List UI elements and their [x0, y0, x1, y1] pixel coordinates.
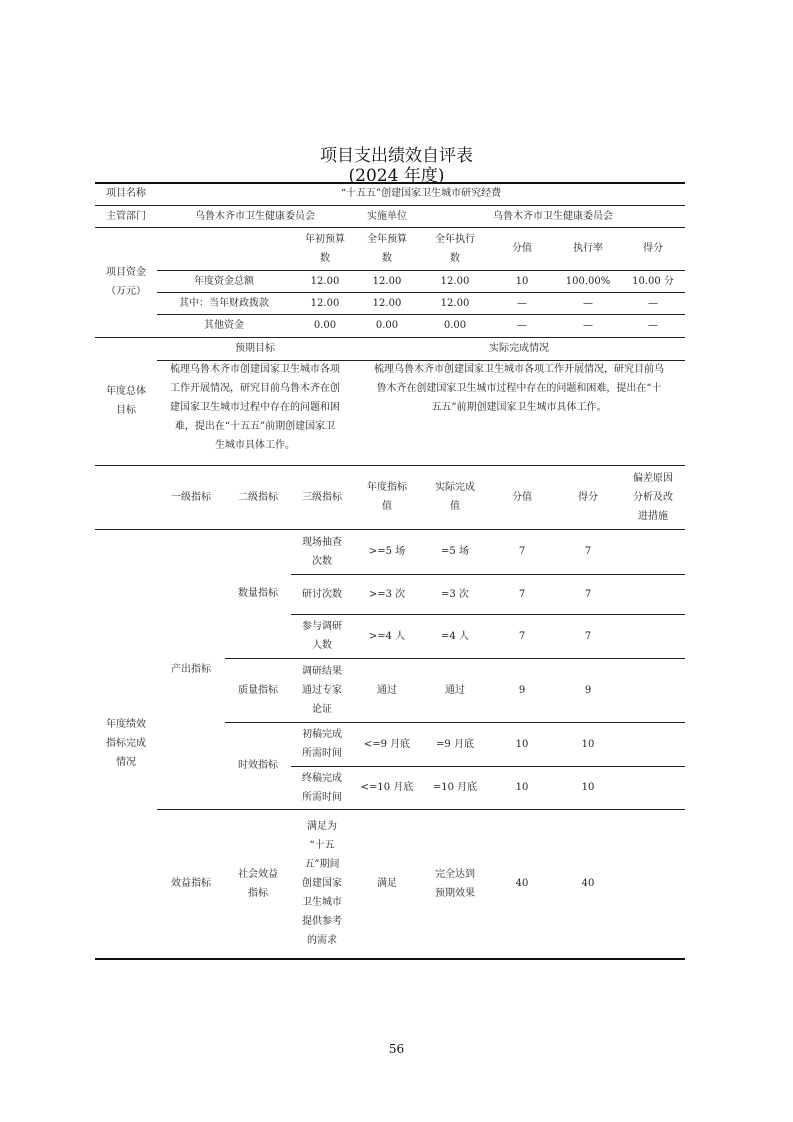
indicator-header-7: 偏差原因 分析及改 进措施: [633, 472, 673, 522]
dept-value: 乌鲁木齐市卫生健康委员会: [195, 210, 315, 222]
indicator-name: 满足为 “十五 五”期间 创建国家 卫生城市 提供参考 的需求: [302, 821, 342, 946]
funds-row-name: 其他资金: [204, 320, 244, 331]
indicator-actual: 完全达到 预期效果: [435, 868, 475, 899]
self-evaluation-table: [95, 182, 685, 959]
indicator-score: 10: [581, 738, 595, 750]
level1-output: 产出指标: [171, 663, 211, 675]
level2-quality: 质量指标: [238, 684, 278, 696]
indicator-points: 7: [518, 630, 526, 642]
funds-header-4: 执行率: [573, 243, 603, 254]
project-name-value: “十五五”创建国家卫生城市研究经费: [340, 188, 502, 199]
indicator-name: 终稿完成 所需时间: [302, 772, 342, 803]
indicator-target: 通过: [377, 684, 397, 696]
funds-header-5: 得分: [643, 243, 663, 254]
indicator-actual: =5 场: [441, 546, 469, 557]
indicator-score: 9: [584, 684, 592, 696]
indicator-score: 10: [581, 782, 595, 793]
indicator-header-0: 一级指标: [171, 491, 211, 503]
page-subtitle: (2024 年度): [348, 166, 445, 186]
page-number: 56: [388, 1042, 405, 1056]
indicator-points: 10: [515, 738, 529, 750]
indicator-target: >=5 场: [368, 546, 406, 557]
funds-header-2: 全年执行 数: [435, 233, 475, 264]
level2-social-benefit: 社会效益 指标: [238, 868, 278, 899]
funds-label: 项目资金 （万元）: [106, 267, 146, 297]
indicator-header-3: 年度指标 值: [367, 482, 407, 512]
indicators-label: 年度绩效 指标完成 情况: [106, 719, 146, 768]
indicator-header-1: 二级指标: [238, 491, 278, 503]
funds-cell: 0.00: [313, 320, 337, 331]
indicator-target: >=3 次: [368, 588, 406, 600]
funds-cell: 10.00 分: [632, 275, 674, 287]
indicator-points: 10: [515, 782, 529, 793]
dept-label: 主管部门: [106, 210, 146, 222]
funds-header-3: 分值: [512, 243, 532, 254]
funds-cell: 12.00: [372, 275, 402, 287]
indicator-actual: =10 月底: [432, 782, 478, 793]
indicator-actual: =3 次: [441, 588, 469, 600]
funds-header-0: 年初预算 数: [305, 233, 345, 264]
indicator-name: 初稿完成 所需时间: [302, 729, 342, 759]
goals-label: 年度总体 目标: [106, 386, 146, 416]
indicator-score: 7: [584, 588, 592, 600]
indicator-actual: 通过: [445, 684, 465, 696]
indicator-actual: =9 月底: [436, 738, 474, 750]
actual-goal-text: 梳理乌鲁木齐市创建国家卫生城市各项工作开展情况，研究目前乌 鲁木齐在创建国家卫生城市过程中存在的问题和困难，提出在“十 五五”前期创建国家卫生城市具体工作。: [374, 364, 664, 413]
indicator-points: 7: [518, 546, 526, 557]
indicator-name: 现场抽查 次数: [302, 536, 342, 567]
indicator-target: <=9 月底: [363, 738, 411, 750]
funds-cell: —: [648, 297, 658, 309]
actual-goal-header: 实际完成情况: [489, 343, 549, 354]
page-title: 项目支出绩效自评表: [320, 146, 473, 166]
impl-label: 实施单位: [367, 210, 407, 222]
funds-cell: 12.00: [372, 297, 402, 309]
funds-row-name: 年度资金总额: [194, 275, 254, 287]
funds-cell: 0.00: [443, 320, 467, 331]
indicator-header-4: 实际完成 值: [435, 482, 475, 512]
funds-cell: —: [648, 320, 658, 331]
funds-cell: 100.00%: [565, 275, 611, 287]
funds-cell: —: [517, 297, 527, 309]
indicator-name: 研讨次数: [302, 588, 342, 600]
indicator-name: 参与调研 人数: [302, 621, 342, 651]
indicator-target: 满足: [377, 878, 397, 889]
funds-cell: 0.00: [375, 320, 399, 331]
indicator-score: 40: [581, 878, 595, 889]
expected-goal-header: 预期目标: [235, 343, 275, 354]
funds-cell: —: [583, 297, 593, 309]
level2-timeliness: 时效指标: [238, 760, 278, 771]
funds-header-1: 全年预算 数: [367, 233, 407, 264]
indicator-points: 40: [515, 878, 529, 889]
funds-cell: 12.00: [310, 297, 340, 309]
indicator-points: 9: [518, 684, 526, 696]
indicator-header-2: 三级指标: [302, 491, 342, 503]
funds-cell: —: [517, 320, 527, 331]
indicator-score: 7: [584, 630, 592, 642]
indicator-header-6: 得分: [578, 491, 598, 503]
indicator-points: 7: [518, 588, 526, 600]
project-name-label: 项目名称: [106, 188, 146, 199]
funds-cell: 12.00: [310, 275, 340, 287]
funds-cell: 10: [515, 275, 529, 287]
level2-quantity: 数量指标: [238, 588, 278, 599]
expected-goal-text: 梳理乌鲁木齐市创建国家卫生城市各项 工作开展情况，研究目前乌鲁木齐在创 建国家卫生城市过程中存在的问题和困 难，提出在“十五五”前期创建国家卫 生城市具体工作。: [170, 364, 340, 451]
indicator-name: 调研结果 通过专家 论证: [302, 665, 342, 715]
funds-cell: 12.00: [440, 275, 470, 287]
funds-cell: —: [583, 320, 593, 331]
funds-cell: 12.00: [440, 297, 470, 309]
indicator-score: 7: [584, 546, 592, 557]
indicator-target: <=10 月底: [360, 782, 414, 793]
indicator-target: >=4 人: [368, 630, 406, 642]
impl-value: 乌鲁木齐市卫生健康委员会: [493, 210, 613, 222]
level1-benefit: 效益指标: [171, 878, 211, 889]
indicator-header-5: 分值: [512, 491, 532, 503]
indicator-actual: =4 人: [441, 630, 469, 642]
funds-row-name: 其中：当年财政拨款: [179, 297, 269, 309]
